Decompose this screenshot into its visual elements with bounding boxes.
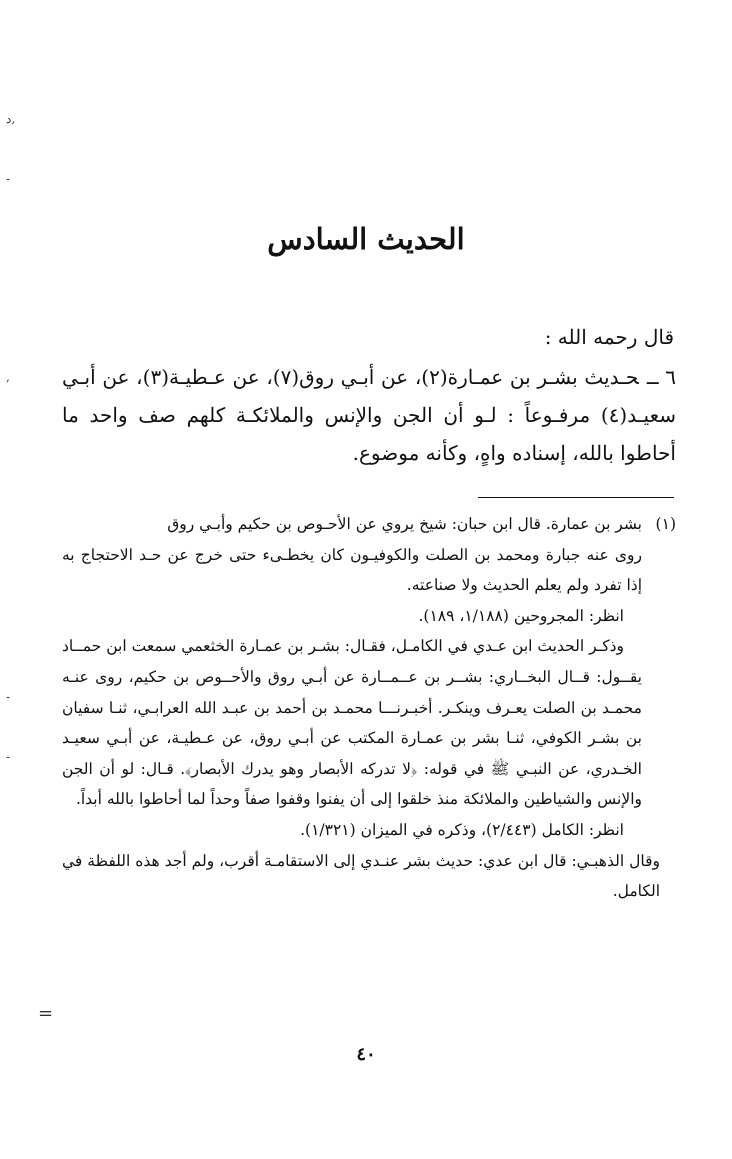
hadith-text: حـديث بشـر بن عمـارة(٢)، عن أبـي روق(٧)، عن عـطيـة(٣)، عن أبـي سعيـد(٤) مرفـوعاً : لـو أن الجن والإنس والملائكـة كلهم صف واحد ما أحاطوا بالله، إسناده واهٍ، وكأنه موضوع. xyxy=(62,365,676,465)
footnote-reference: انظر: المجروحين (١/١٨٨، ١٨٩). xyxy=(418,606,624,625)
footnote-number: (١) xyxy=(655,515,676,533)
intro-line: قال رحمه الله : xyxy=(544,325,674,349)
footnote-paragraph: وذكـر الحديث ابن عـدي في الكامـل، فقـال: بشـر بن عمـارة الخثعمي سمعت ابن حمــاد يقــول: قــال البخــاري: بشــر بن عــمــارة عن أبـي روق والأحــوص بن حكيم، روى عنـه محمـد بن الصلت يعـرف وينكـر. أخبـرنـــا محمـد بن أحمد بن عبـد الله العرابـي، ثنـا سفيان بن بشـر الكوفي، ثنـا بشر بن عمـارة المكتب عن أبـي روق، عن عـطيـة، عن أبـي سعيـد الخـدري، عن النبـي ﷺ في قوله: ﴿لا تدركه الأبصار وهو يدرك الأبصار﴾. قـال: لو أن الجن والإنس والشياطين والملائكة منذ خلقوا إلى أن يفنوا وقفوا صفاً وحداً لما أحاطوا بالله أبداً. xyxy=(62,637,642,809)
footnote-line: بشر بن عمارة. قال ابن حبان: شيخ يروي عن الأحـوص بن حكيم وأبـي روق xyxy=(167,515,642,533)
footnote-text: روى عنه جبارة ومحمد بن الصلت والكوفيـون كان يخطـىء حتى خرج عن حـد الاحتجاج به إذا تفرد ولم يعلم الحديث ولا صناعته. xyxy=(62,545,642,595)
footnote-reference: انظر: الكامل (٢/٤٤٣)، وذكره في الميزان (١/٣٢١). xyxy=(300,820,624,839)
hadith-paragraph xyxy=(62,358,676,472)
margin-mark-top: د, xyxy=(6,112,16,126)
margin-mark-bottom: = xyxy=(38,1003,54,1024)
margin-dash: - xyxy=(6,172,11,186)
margin-dash: - xyxy=(6,750,11,764)
footnote-1 xyxy=(62,509,676,540)
margin-dash: , xyxy=(6,370,10,384)
hadith-number: ٦ ــ xyxy=(646,365,676,389)
footnotes xyxy=(62,509,676,907)
main-text xyxy=(62,318,676,472)
footnote-separator xyxy=(478,497,674,498)
footnote-paragraph: وقال الذهبـي: قال ابن عدي: حديث بشر عنـدي إلى الاستقامـة أقرب، ولم أجد هذه اللفظة في الكامل. xyxy=(62,851,660,901)
page-number: ٤٠ xyxy=(356,1044,376,1065)
chapter-title: الحديث السادس xyxy=(267,222,465,256)
margin-dash: - xyxy=(6,690,11,704)
